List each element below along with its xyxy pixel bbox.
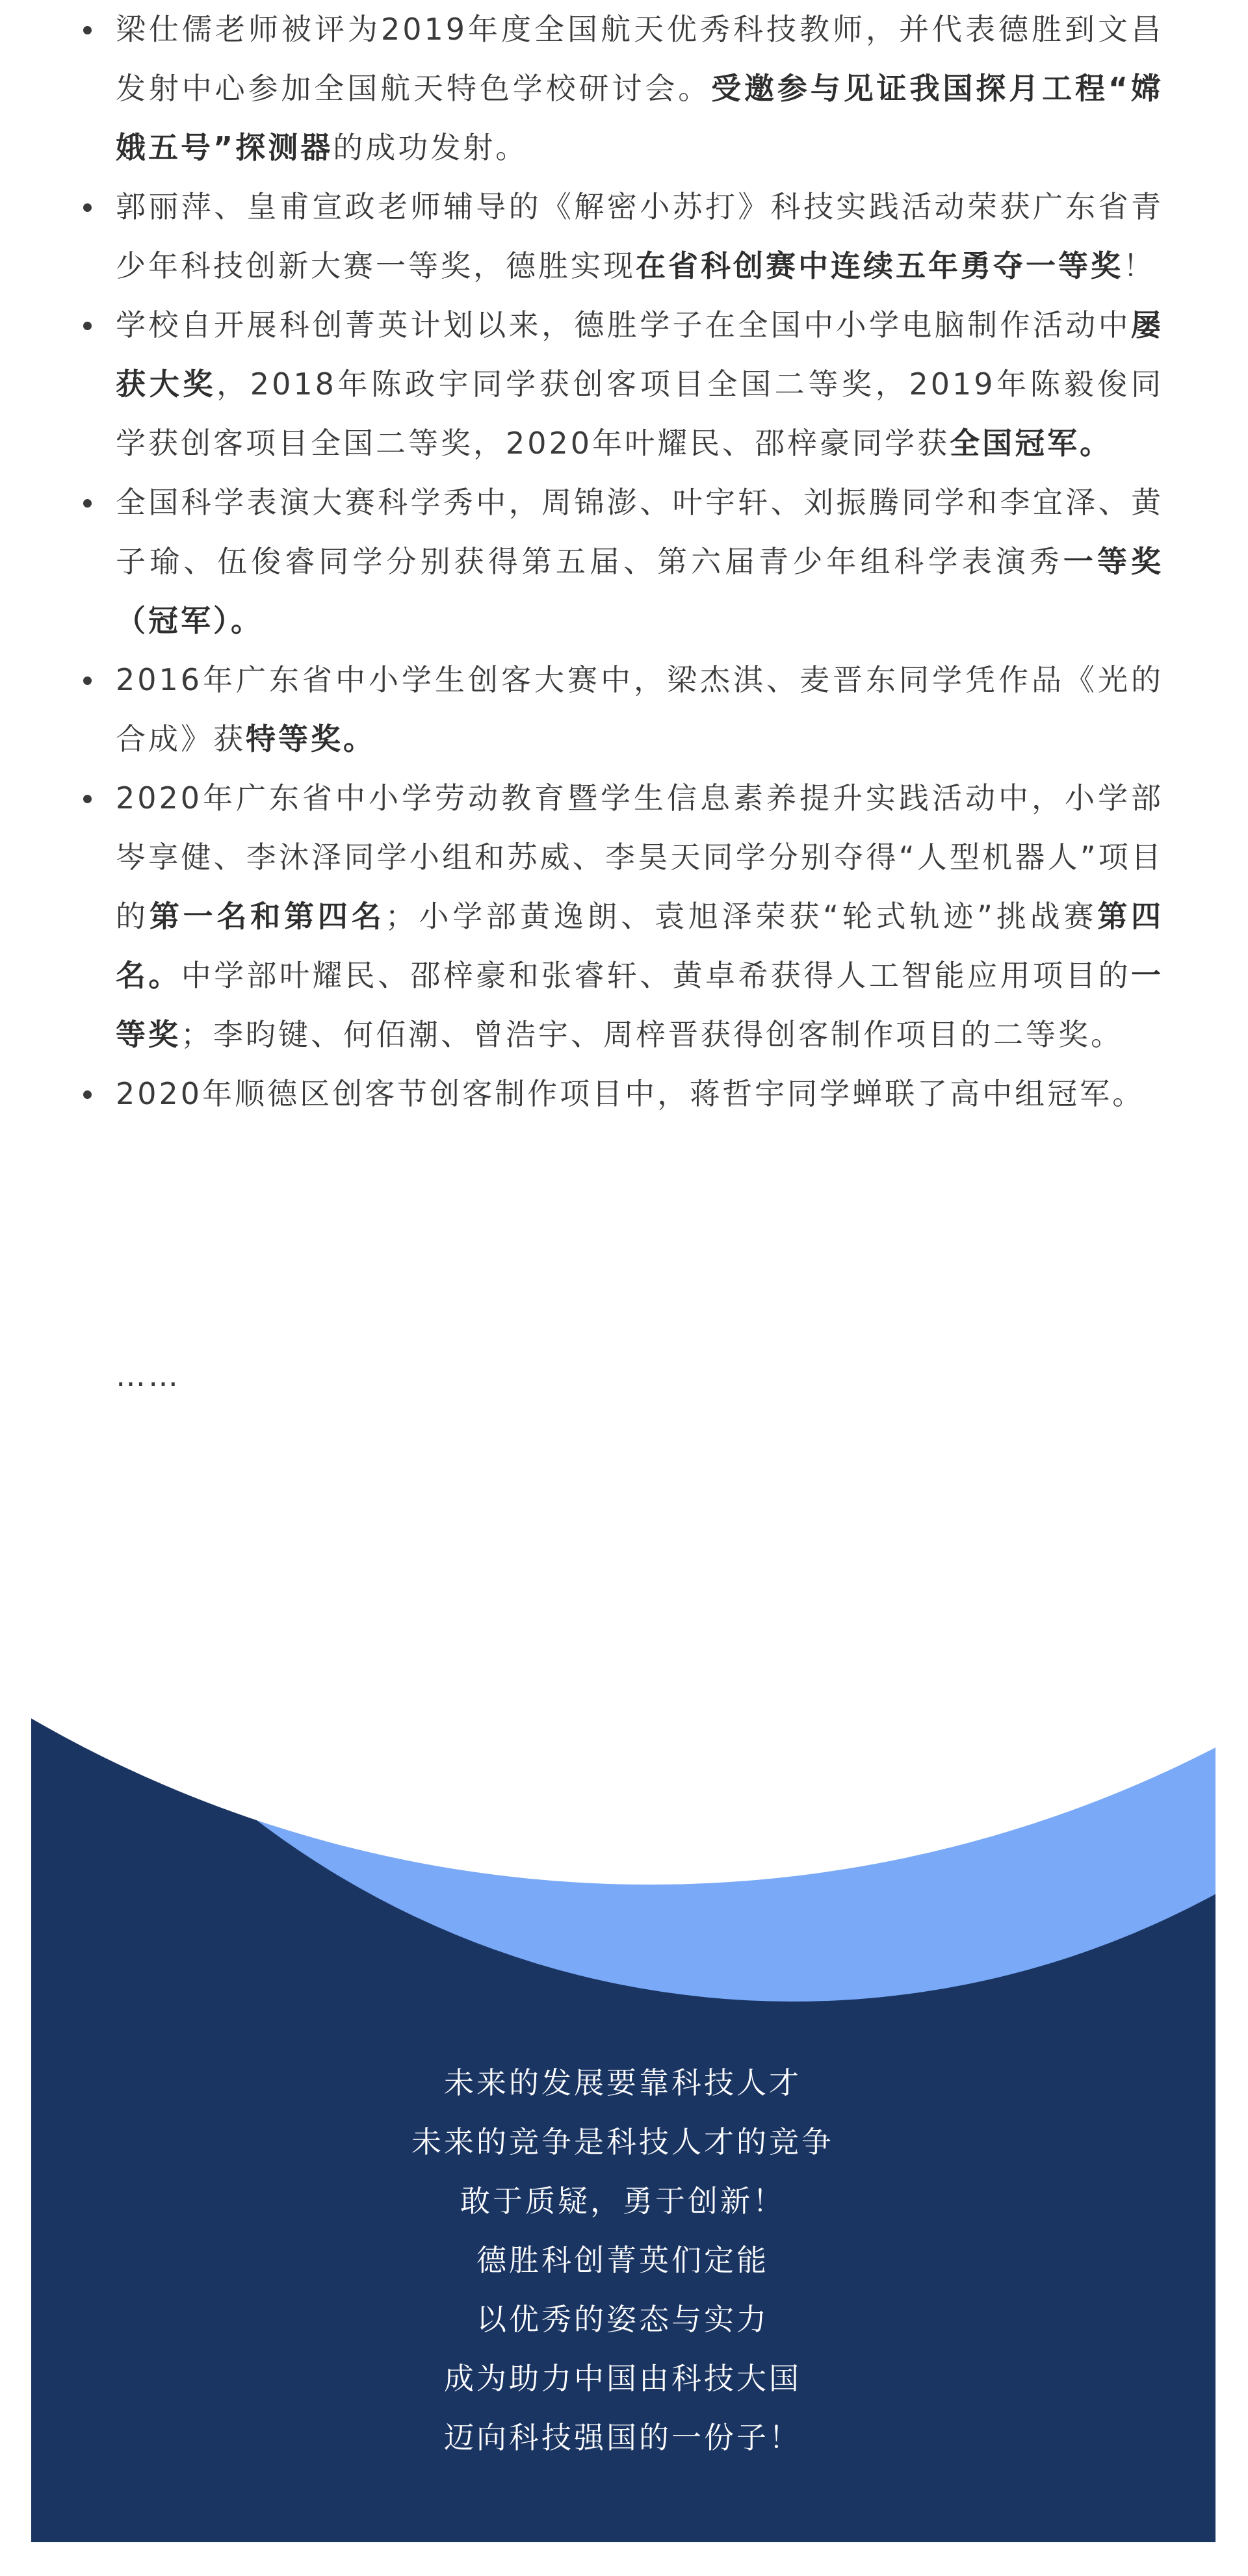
body-text: 2020年顺德区创客节创客制作项目中，蒋哲宇同学蝉联了高中组冠军。	[116, 1076, 1145, 1111]
achievement-list	[98, 0, 1164, 1124]
slogan-line: 未来的竞争是科技人才的竞争	[411, 2124, 834, 2159]
slogan-line: 德胜科创菁英们定能	[476, 2243, 769, 2278]
achievement-item	[98, 0, 1164, 177]
achievement-item	[98, 473, 1164, 650]
body-text: 学校自开展科创菁英计划以来，德胜学子在全国中小学电脑制作活动中	[116, 307, 1131, 342]
highlight-text: 全国冠军。	[950, 426, 1113, 461]
body-text: 梁仕儒老师被评为2019年度全国航天优秀科技教师，并代表德胜到文昌发射中心参加全国航天特色学校研讨会。	[116, 12, 1164, 106]
body-text: 2020年广东省中小学劳动教育暨学生信息素养提升实践活动中，小学部岑享健、李沐泽同学小组和苏威、李昊天同学分别夺得“人型机器人”项目的	[116, 780, 1164, 934]
body-text: ；小学部黄逸朗、袁旭泽荣获“轮式轨迹”挑战赛	[385, 899, 1098, 934]
achievement-item	[98, 650, 1164, 769]
highlight-text: 受邀参与见证我国探月工程“嫦娥五号”探测器	[116, 71, 1164, 165]
achievement-item	[98, 296, 1164, 473]
list-ellipsis: ……	[116, 1358, 181, 1393]
highlight-text: 屡获大奖	[116, 307, 1164, 402]
achievement-item	[98, 769, 1164, 1064]
achievement-item	[98, 177, 1164, 296]
highlight-text: 在省科创赛中连续五年勇夺一等奖	[636, 248, 1123, 283]
body-text: 2016年广东省中小学生创客大赛中，梁杰淇、麦晋东同学凭作品《光的合成》获	[116, 662, 1164, 756]
body-text: 中学部叶耀民、邵梓豪和张睿轩、黄卓希获得人工智能应用项目的	[181, 958, 1132, 993]
body-text: ；李昀键、何佰潮、曾浩宇、周梓晋获得创客制作项目的二等奖。	[181, 1017, 1123, 1052]
achievement-item	[98, 1064, 1164, 1124]
body-text: 全国科学表演大赛科学秀中，周锦澎、叶宇轩、刘振腾同学和李宜泽、黄子瑜、伍俊睿同学分别获得第五届、第六届青少年组科学表演秀	[116, 485, 1164, 579]
slogan-line: 以优秀的姿态与实力	[476, 2302, 769, 2337]
slogan-line: 未来的发展要靠科技人才	[444, 2065, 801, 2100]
highlight-text: 一等奖（冠军）。	[116, 544, 1164, 638]
body-text: 郭丽萍、皇甫宣政老师辅导的《解密小苏打》科技实践活动荣获广东省青少年科技创新大赛一等奖，德胜实现	[116, 189, 1164, 283]
slogan-block	[31, 2054, 1214, 2467]
body-text: 的成功发射。	[333, 130, 528, 165]
body-text: ，2018年陈政宇同学获创客项目全国二等奖，2019年陈毅俊同学获创客项目全国二等奖，2020年叶耀民、邵梓豪同学获	[116, 367, 1164, 461]
highlight-text: 一等奖	[116, 958, 1164, 1052]
highlight-text: 特等奖。	[246, 721, 376, 756]
slogan-line: 成为助力中国由科技大国	[444, 2361, 801, 2396]
highlight-text: 第四名。	[116, 899, 1164, 993]
highlight-text: 第一名和第四名	[149, 899, 385, 934]
slogan-line: 迈向科技强国的一份子！	[444, 2420, 801, 2455]
slogan-line: 敢于质疑，勇于创新！	[460, 2183, 785, 2219]
body-text: ！	[1123, 248, 1156, 283]
